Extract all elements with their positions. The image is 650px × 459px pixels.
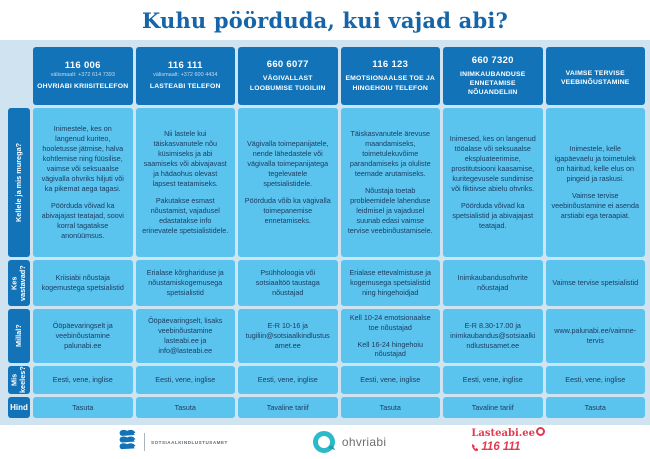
cell-when-1: Ööpäevaringselt ja veebinõustamine palunabi.ee xyxy=(33,309,133,363)
row-label-when: Millal? xyxy=(8,309,30,363)
row-label-who: Kes vastavad? xyxy=(8,260,30,306)
corner-spacer xyxy=(8,47,30,105)
phone-icon xyxy=(471,440,479,456)
cell-price-5: Tavaline tariif xyxy=(443,397,543,418)
column-header-hingehoid xyxy=(341,47,441,105)
phone-number: 660 6077 xyxy=(266,59,309,71)
cell-language-5: Eesti, vene, inglise xyxy=(443,366,543,394)
column-header-lasteabi xyxy=(136,47,236,105)
cell-price-4: Tasuta xyxy=(341,397,441,418)
phone-number: 116 111 xyxy=(167,60,203,72)
cell-audience-6: Inimestele, kelle igapäevaelu ja toimetulek on häiritud, kelle elus on pingeid ja raskusi. Vaimse tervise veebinõustamine ei asenda arstiabi ega teraapiat. xyxy=(546,108,646,257)
cell-who-1: Kriisiabi nõustaja kogemustega spetsialistid xyxy=(33,260,133,306)
sotsiaalkindlustusamet-logo xyxy=(118,429,228,456)
agency-name: SOTSIAALKINDLUSTUSAMET xyxy=(151,439,228,445)
cell-when-3: E-R 10-16 ja tugiliin@sotsiaalkindlustusamet.ee xyxy=(238,309,338,363)
coat-of-arms-icon xyxy=(118,429,138,456)
phone-number: 116 123 xyxy=(372,59,409,71)
service-name: EMOTSIONAALSE TOE JA HINGEHOIU TELEFON xyxy=(345,75,436,92)
cell-audience-3: Vägivalla toimepanijatele, nende lähedastele või vägivalla toimepanijatega tegelevatele spetsialistidele. Pöörduda võib ka vägivalla toimepanemise ennetamiseks. xyxy=(238,108,338,257)
cell-language-3: Eesti, vene, inglise xyxy=(238,366,338,394)
cell-when-4: Kell 10-24 emotsionaalse toe nõustajad Kell 16-24 hingehoiu nõustajad xyxy=(341,309,441,363)
cell-language-4: Eesti, vene, inglise xyxy=(341,366,441,394)
cell-price-3: Tavaline tariif xyxy=(238,397,338,418)
column-header-vagivallast-loobumine xyxy=(238,47,338,105)
cell-audience-1: Inimestele, kes on langenud kuriteo, hooletusse jätmise, halva kohtlemise ning füüsilise, vaimse või seksuaalse vägivalla ohvriks hiljuti või ka pikemat aega tagasi. Pöörduda võivad ka abivajajast teatajad, soovi korral tagatakse anonüümsus. xyxy=(33,108,133,257)
cell-when-2: Ööpäevaringselt, lisaks veebinõustamine lasteabi.ee ja info@lasteabi.ee xyxy=(136,309,236,363)
ohvriabi-wordmark: ohvriabi xyxy=(341,435,387,449)
lasteabi-logo xyxy=(471,429,545,456)
cell-who-4: Erialase ettevalmistuse ja kogemusega spetsialistid ning hingehoidjad xyxy=(341,260,441,306)
service-name: VAIMSE TERVISE VEEBINÕUSTAMINE xyxy=(560,69,630,86)
column-header-inimkaubandus xyxy=(443,47,543,105)
table-area xyxy=(0,40,650,425)
row-label-language: Mis keeles? xyxy=(8,366,30,394)
cell-language-1: Eesti, vene, inglise xyxy=(33,366,133,394)
cell-language-2: Eesti, vene, inglise xyxy=(136,366,236,394)
foreign-number: välismaalt: +372 600 4434 xyxy=(153,72,218,79)
help-table xyxy=(8,47,645,418)
lasteabi-phone-number: 116 111 xyxy=(481,440,521,453)
row-label-audience: Kellele ja mis murega? xyxy=(8,108,30,257)
column-header-ohvriabi xyxy=(33,47,133,105)
cell-price-1: Tasuta xyxy=(33,397,133,418)
title-bar xyxy=(0,0,650,40)
cell-who-2: Erialase kõrghariduse ja nõustamiskogemusega spetsialistid xyxy=(136,260,236,306)
cell-who-3: Psühholoogia või sotsiaaltöö taustaga nõustajad xyxy=(238,260,338,306)
cell-who-5: Inimkaubandusohvrite nõustajad xyxy=(443,260,543,306)
cell-audience-4: Täiskasvanutele ärevuse maandamiseks, toimetulekuvõime parandamiseks ja oluliste teemade arutamiseks. Nõustaja toetab probleemidele lahenduse leidmisel ja vajadusel suunab edasi vaimse tervise veebinõustamisele. xyxy=(341,108,441,257)
cell-who-6: Vaimse tervise spetsialistid xyxy=(546,260,646,306)
service-name: INIMKAUBANDUSE ENNETAMISE NÕUANDELIIN xyxy=(460,70,526,97)
lasteabi-bubble-icon xyxy=(536,427,545,436)
lasteabi-wordmark: Lasteabi.ee xyxy=(471,427,535,439)
phone-number: 660 7320 xyxy=(471,54,514,66)
cell-language-6: Eesti, vene, inglise xyxy=(546,366,646,394)
cell-audience-5: Inimesed, kes on langenud tööalase või seksuaalse ekspluateerimise, prostitutsiooni kaasamise, kuritegevusele sundimise või fiktiivse abielu ohvriks. Pöörduda võivad ka spetsialistid ja abivajajast teatajad. xyxy=(443,108,543,257)
footer xyxy=(0,425,650,459)
cell-when-5: E-R 8.30-17.00 ja inimkaubandus@sotsiaalkindlustusamet.ee xyxy=(443,309,543,363)
column-header-veebinoustamine xyxy=(546,47,646,105)
row-label-price: Hind xyxy=(8,397,30,418)
phone-number: 116 006 xyxy=(64,60,101,72)
logo-divider xyxy=(144,433,145,451)
foreign-number: välismaalt: +372 614 7393 xyxy=(50,72,115,79)
cell-audience-2: Nii lastele kui täiskasvanutele nõu küsimiseks ja abi saamiseks või abivajavast ja hädaohus olevast lapsest teatamiseks. Pakutakse esmast nõustamist, vajadusel edastatakse info erinevatele spetsialistidele. xyxy=(136,108,236,257)
cell-price-2: Tasuta xyxy=(136,397,236,418)
cell-when-6: www.palunabi.ee/vaimne-tervis xyxy=(546,309,646,363)
service-name: LASTEABI TELEFON xyxy=(149,83,221,91)
ohvriabi-ring-icon xyxy=(313,431,335,453)
service-name: OHVRIABI KRIISITELEFON xyxy=(37,83,129,91)
service-name: VÄGIVALLAST LOOBUMISE TUGILIIN xyxy=(249,75,326,92)
page-title: Kuhu pöörduda, kui vajad abi? xyxy=(141,7,509,33)
cell-price-6: Tasuta xyxy=(546,397,646,418)
ohvriabi-logo xyxy=(313,431,386,453)
